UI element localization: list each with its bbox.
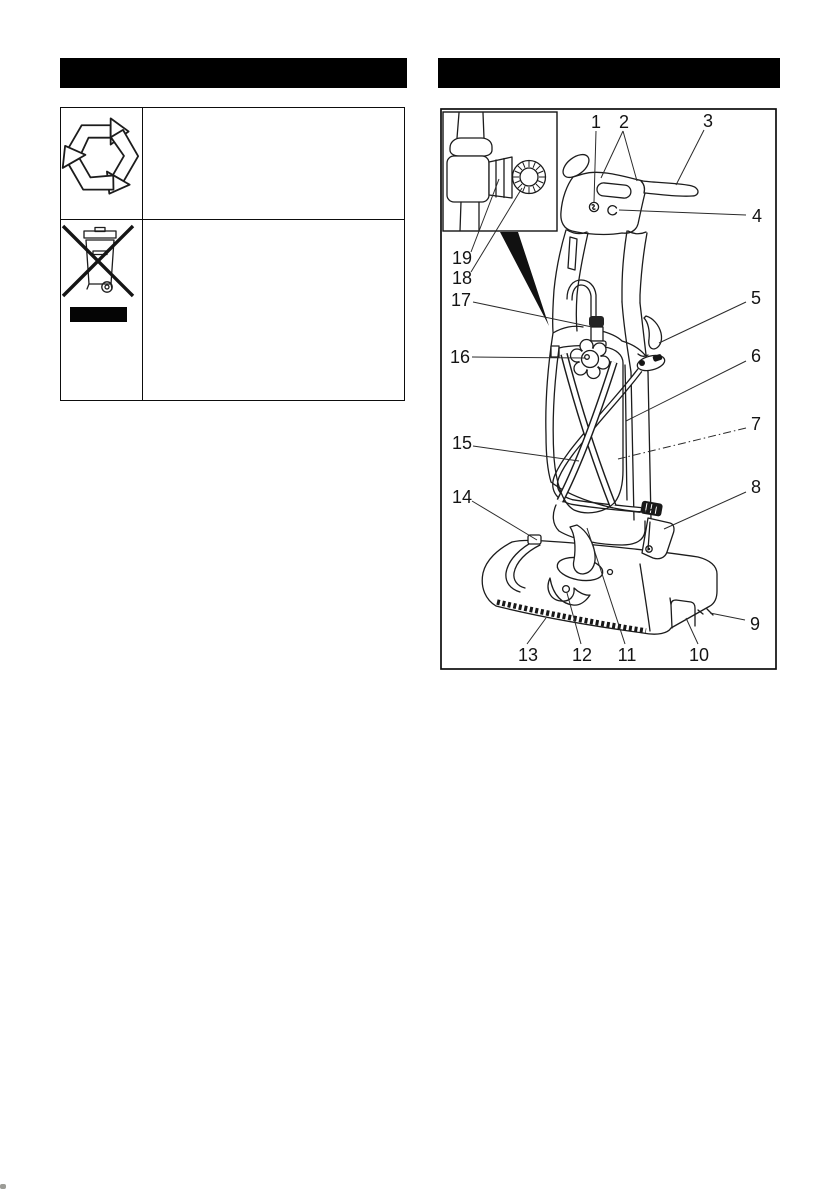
scan-artifact [0,1184,6,1189]
callout-15: 15 [451,433,473,453]
callout-18: 18 [451,268,473,288]
parts-diagram [440,108,777,670]
handle-slot [596,182,631,198]
callout-9: 9 [749,614,761,634]
callout-10: 10 [688,645,710,665]
callout-16: 16 [449,347,471,367]
label-sticker [568,237,577,270]
callout-6: 6 [750,346,762,366]
callout-1: 1 [590,112,602,132]
callout-5: 5 [750,288,762,308]
callout-17: 17 [450,290,472,310]
callout-3: 3 [702,111,714,131]
table-cell-text-1 [144,108,404,219]
left-section-header-bar [60,58,407,88]
callout-4: 4 [751,206,763,226]
callout-12: 12 [571,645,593,665]
callout-13: 13 [517,645,539,665]
callout-7: 7 [750,414,762,434]
right-section-header-bar [438,58,780,88]
callout-11: 11 [617,645,637,665]
table-column-divider [142,108,143,400]
callout-2: 2 [618,112,630,132]
table-cell-text-2 [144,221,404,400]
weee-crossed-out-bin-icon [60,219,142,402]
cap-top [589,316,604,327]
recycling-symbol-icon [60,107,142,219]
callout-14: 14 [451,487,473,507]
callout-19: 19 [451,248,473,268]
pb-black-bar [70,307,127,322]
inset-detail [443,112,557,231]
callout-8: 8 [750,477,762,497]
